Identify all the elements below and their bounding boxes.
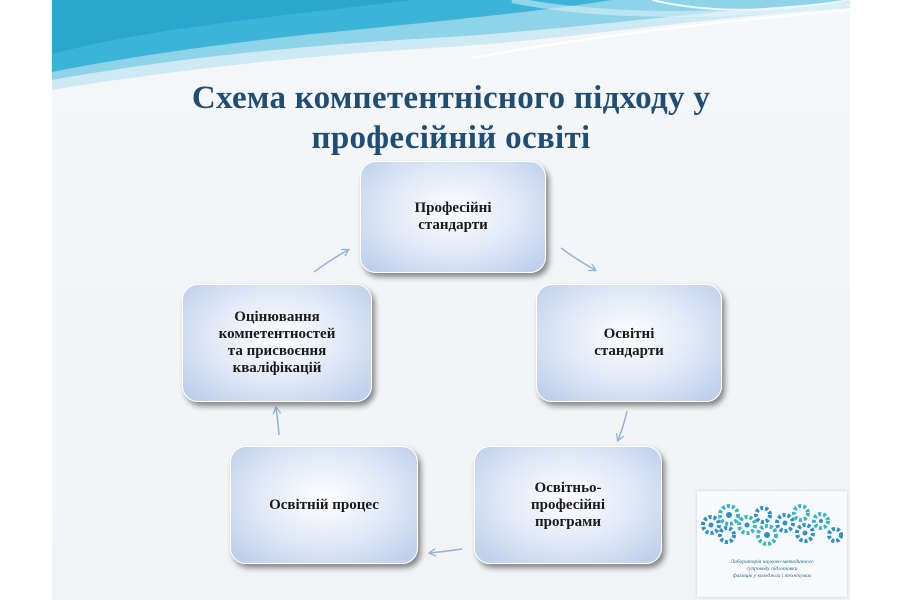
node-line: та присвоєння [227, 343, 327, 359]
node-line: програми [534, 513, 601, 530]
node-line: кваліфікацій [232, 360, 322, 376]
node-line: Освітньо- [534, 479, 602, 496]
node-assessment [182, 284, 372, 402]
arrow-process-to-assessment [276, 408, 279, 435]
arrow-assessment-to-standards [314, 250, 348, 272]
lab-logo [697, 491, 847, 597]
arrow-programs-to-process [430, 549, 462, 553]
node-line: професійні [531, 496, 605, 513]
node-education-process [230, 446, 418, 564]
node-education-programs [474, 446, 662, 564]
node-line: стандарти [418, 217, 488, 233]
arrow-education-standards-to-programs [618, 411, 627, 440]
slide-title-line-1: Схема компетентнісного підходу у [191, 80, 711, 116]
lab-logo-text: Лабораторія науково-методичного супроводу підготовки фахівців у коледжах і технікумах [730, 559, 814, 579]
node-line: стандарти [594, 343, 664, 359]
node-line: компетентностей [218, 326, 336, 342]
arrow-standards-to-education-standards [561, 248, 595, 270]
slide [52, 0, 850, 600]
node-line: Оцінювання [234, 309, 320, 325]
node-education-standards [536, 284, 722, 402]
node-line: Освітні [603, 326, 655, 342]
node-line: Освітній процес [269, 496, 379, 513]
node-line: Професійні [414, 200, 492, 216]
gears-logo-icon [697, 491, 847, 557]
node-professional-standards [360, 161, 546, 273]
slide-title-line-2: професійній освіті [311, 120, 591, 156]
